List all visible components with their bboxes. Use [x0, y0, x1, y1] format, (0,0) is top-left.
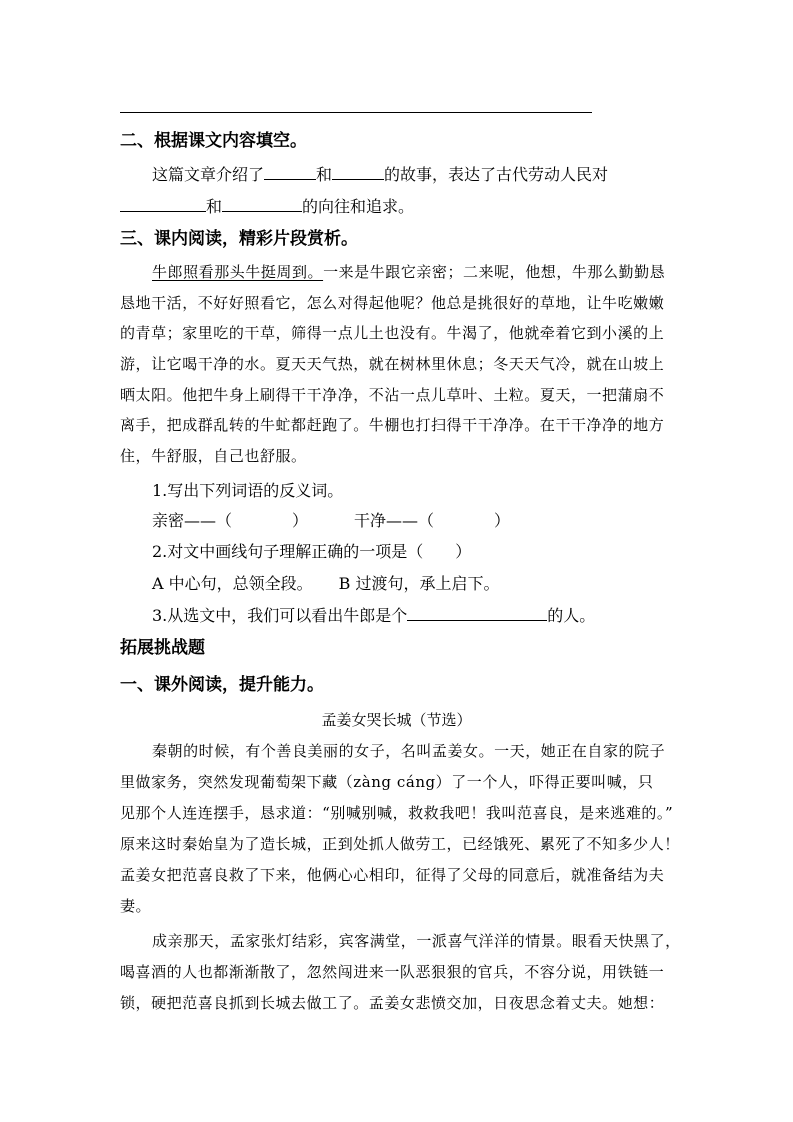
question-2: [152, 542, 471, 562]
q-text: 这篇文章介绍了: [152, 165, 265, 184]
article-line: 孟姜女把范喜良救了下来，他俩心心相印，征得了父母的同意后，就准备结为夫: [120, 866, 665, 884]
passage-line: 离手，把成群乱转的牛虻都赶跑了。牛棚也打扫得干干净净。在干干净净的地方: [120, 416, 665, 434]
passage-line: 晒太阳。他把牛身上刷得干干净净，不沾一点儿草叶、土粒。夏天，一把蒲扇不: [120, 386, 665, 404]
section3-title: 三、课内阅读，精彩片段赏析。: [120, 229, 358, 249]
article-line: 成亲那天，孟家张灯结彩，宾客满堂，一派喜气洋洋的情景。眼看天快黑了，: [152, 932, 681, 950]
answer-blank[interactable]: [407, 605, 547, 621]
passage-line: 的青草；家里吃的干草，筛得一点儿土也没有。牛渴了，他就牵着它到小溪的上: [120, 324, 665, 342]
article-line: 秦朝的时候，有个善良美丽的女子，名叫孟姜女。一天，她正在自家的院子: [152, 742, 666, 760]
answer-line-top: [120, 112, 592, 113]
article-line: 喝喜酒的人也都渐渐散了，忽然闯进来一队恶狠狠的官兵，不容分说，用铁链一: [120, 963, 665, 981]
passage-line: 游，让它喝干净的水。夏天天气热，就在树林里休息；冬天天气冷，就在山坡上: [120, 355, 665, 373]
article-line: 原来这时秦始皇为了造长城，正到处抓人做劳工，已经饿死、累死了不知多少人！: [120, 835, 680, 853]
question-1: 1.写出下列词语的反义词。: [152, 481, 344, 500]
question-2-text: 2.对文中画线句子理解正确的一项是（: [152, 542, 424, 561]
paren-close: ）: [292, 511, 309, 530]
passage-line: 住，牛舒服，自己也舒服。: [120, 447, 307, 465]
passage-line: 恳地干活，不好好照看它，怎么对得起他呢？他总是挑很好的草地，让牛吃嫩嫩: [120, 294, 665, 312]
option-a: A 中心句，总领全段。: [152, 574, 313, 593]
article-line: 见那个人连连摆手，恳求道：“别喊别喊，救救我吧！我叫范喜良，是来逃难的。”: [120, 804, 674, 822]
answer-blank[interactable]: [264, 164, 316, 180]
q-text: 的故事，表达了古代劳动人民对: [384, 165, 609, 184]
article-title: 孟姜女哭长城（节选）: [321, 711, 472, 729]
question-3-text: 的人。: [547, 606, 596, 625]
underlined-sentence: 牛郎照看那头牛挺周到。: [152, 263, 324, 281]
paren-close: ）: [455, 542, 472, 561]
option-b: B 过渡句，承上启下。: [338, 574, 500, 593]
article-line: 里做家务，突然发现葡萄架下藏（zàng cáng）了一个人，吓得正要叫喊，只: [120, 773, 654, 791]
antonym-prompt-a: 亲密——（: [152, 511, 233, 530]
section2-question-line1: [152, 164, 608, 185]
passage-line: [152, 262, 665, 282]
question-2-options: [152, 574, 500, 594]
article-line: 锁，硬把范喜良抓到长城去做工了。孟姜女悲愤交加，日夜思念着丈夫。她想：: [120, 994, 665, 1012]
answer-blank[interactable]: [120, 196, 206, 212]
question-3: [152, 605, 595, 626]
answer-blank[interactable]: [332, 164, 384, 180]
q-text: 和: [316, 165, 333, 184]
question-1-answers: [152, 511, 510, 531]
q-text: 和: [206, 197, 223, 216]
antonym-prompt-b: 干净——（: [354, 511, 435, 530]
article-line: 妻。: [120, 897, 152, 915]
section2-question-line2: [120, 196, 414, 217]
extension-section1-title: 一、课外阅读，提升能力。: [120, 675, 324, 695]
answer-blank[interactable]: [222, 196, 302, 212]
paren-close: ）: [494, 511, 511, 530]
passage-text: 一来是牛跟它亲密；二来呢，他想，牛那么勤勤恳: [323, 263, 666, 281]
question-3-text: 3.从选文中，我们可以看出牛郎是个: [152, 606, 408, 625]
q-text: 的向往和追求。: [302, 197, 415, 216]
section2-title: 二、根据课文内容填空。: [120, 131, 307, 151]
extension-title: 拓展挑战题: [120, 638, 205, 658]
